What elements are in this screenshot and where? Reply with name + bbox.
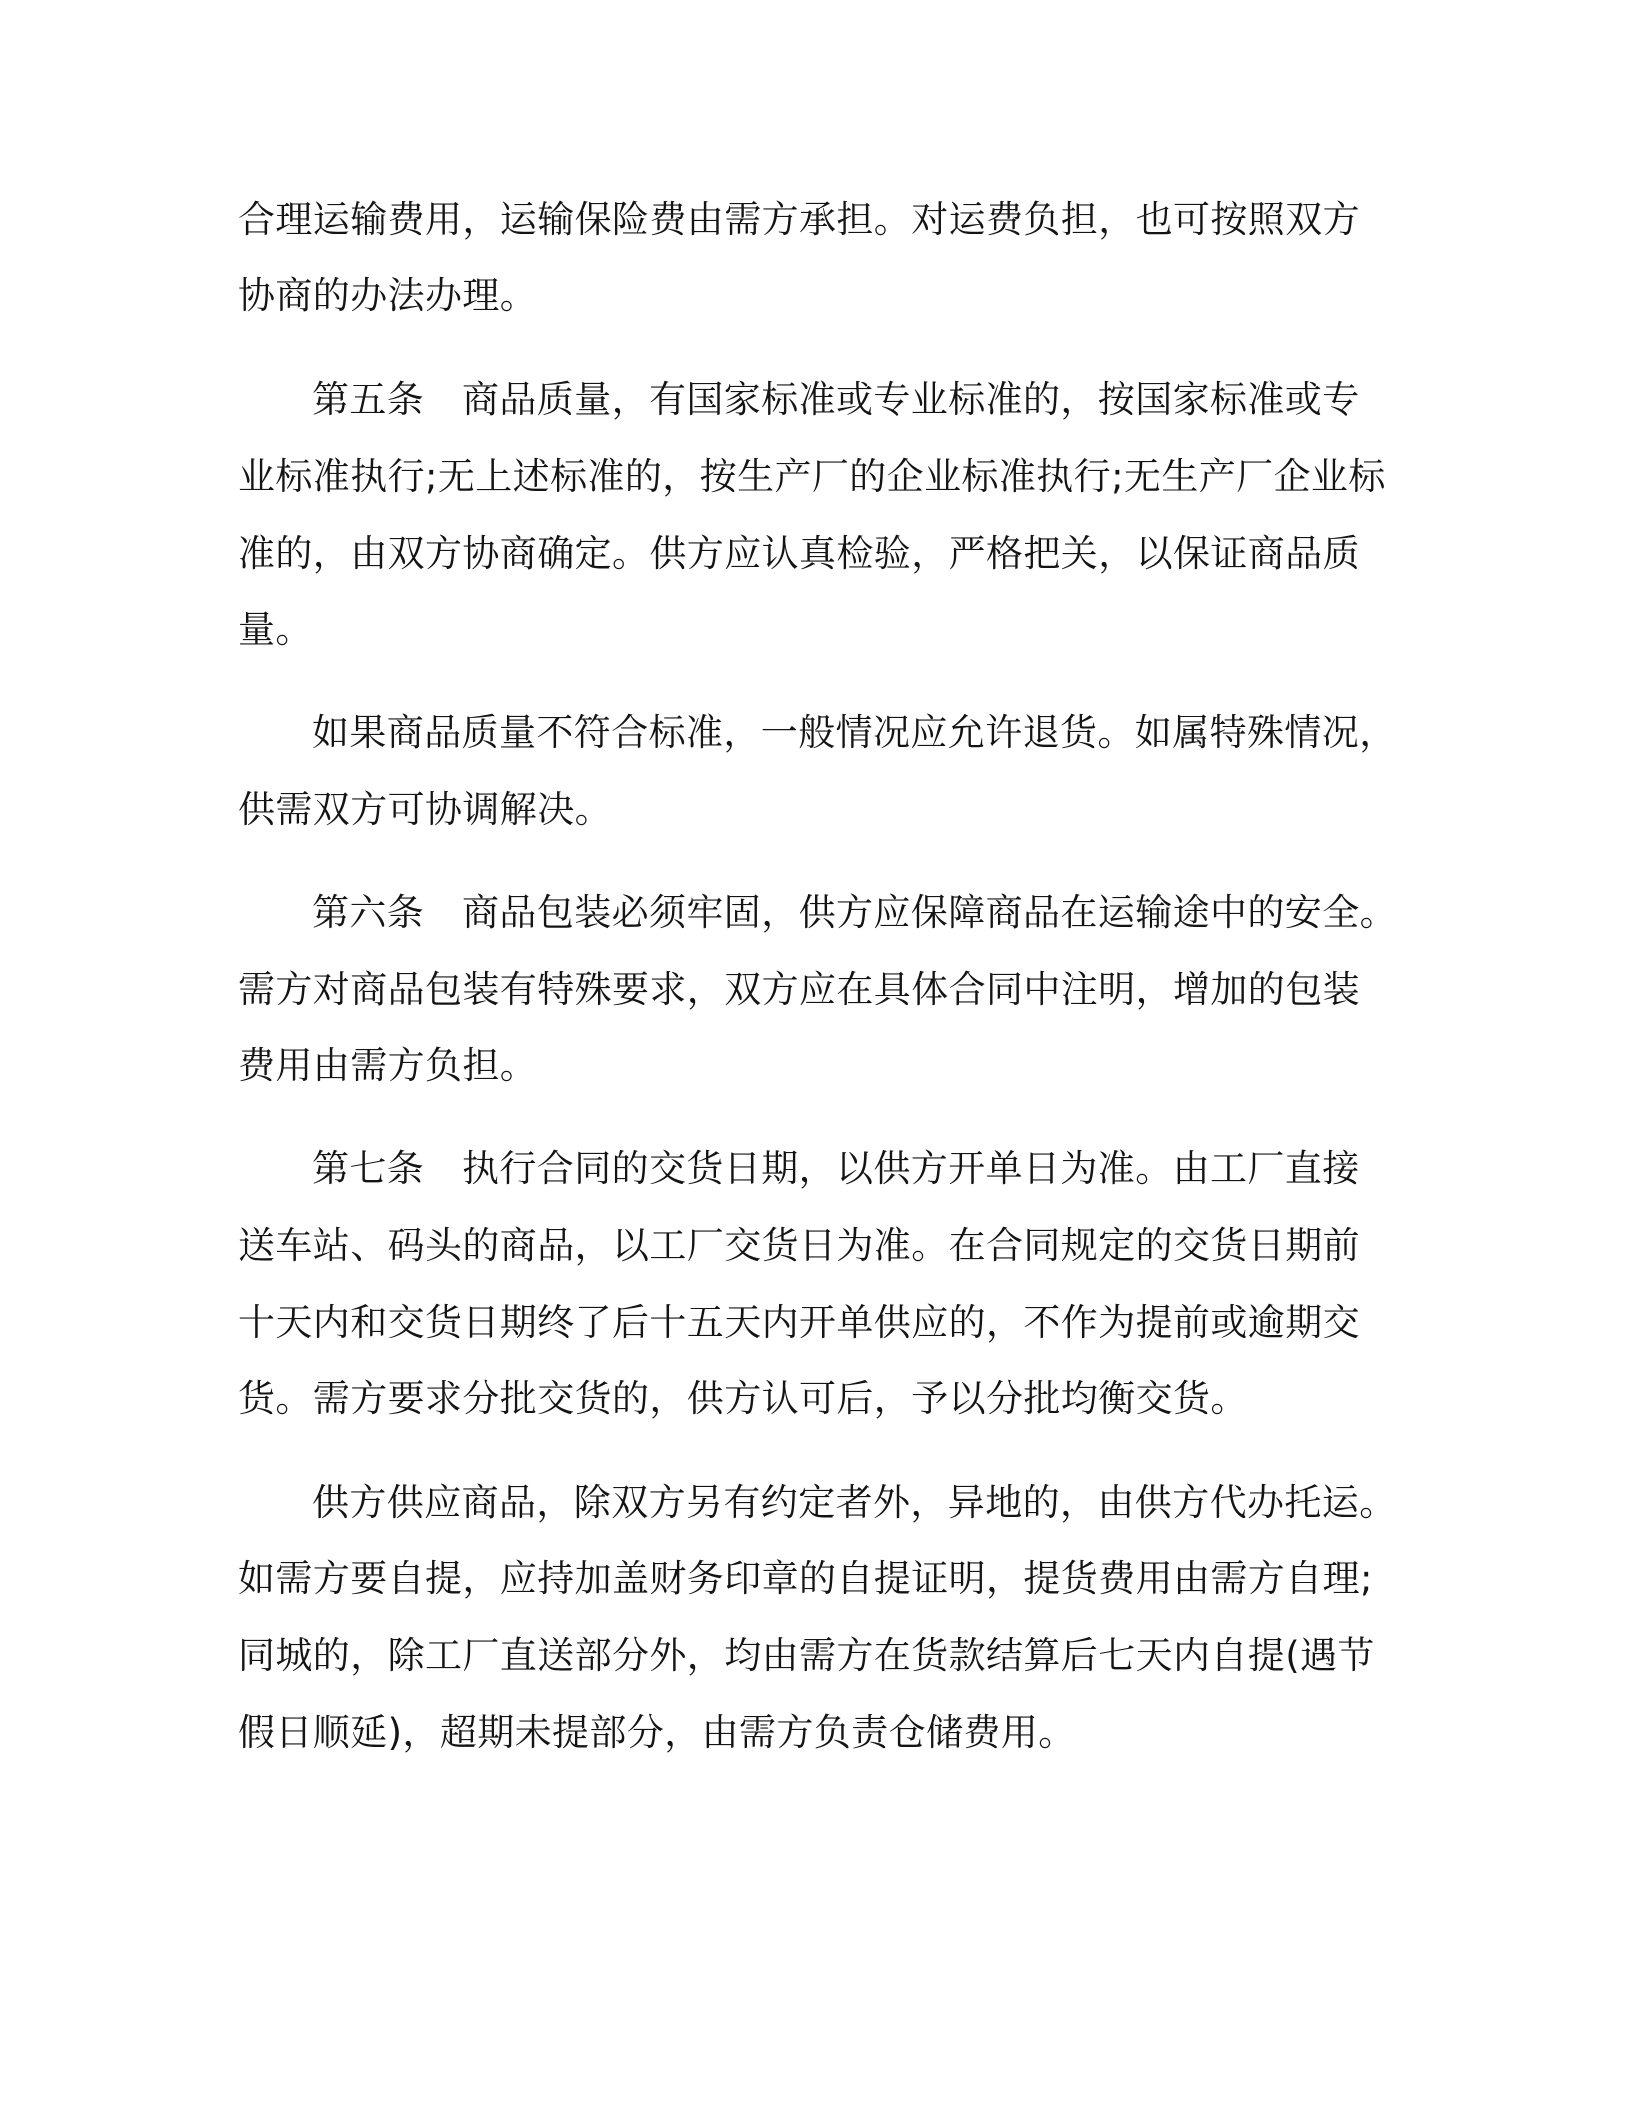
text-line: 送车站、码头的商品，以工厂交货日为准。在合同规定的交货日期前 [238, 1224, 1360, 1267]
article-number: 第六条 [312, 891, 425, 934]
text-line: 商品包装必须牢固，供方应保障商品在运输途中的安全。 [462, 891, 1397, 934]
article-heading-line [312, 375, 1360, 425]
text-line: 如果商品质量不符合标准，一般情况应允许退货。如属特殊情况， [312, 711, 1397, 754]
text-line: 货。需方要求分批交货的，供方认可后，予以分批均衡交货。 [238, 1377, 1248, 1420]
text-line: 需方对商品包装有特殊要求，双方应在具体合同中注明，增加的包装 [238, 968, 1360, 1011]
article-heading-line [312, 1144, 1360, 1194]
text-line: 商品质量，有国家标准或专业标准的，按国家标准或专 [462, 378, 1360, 421]
article-number: 第七条 [312, 1147, 425, 1190]
text-line: 量。 [238, 608, 313, 651]
text-line: 协商的办法办理。 [238, 274, 538, 317]
text-line: 费用由需方负担。 [238, 1044, 538, 1087]
article-heading-line [312, 888, 1397, 938]
text-line: 假日顺延)，超期未提部分，由需方负责仓储费用。 [238, 1711, 1076, 1754]
text-line: 供方供应商品，除双方另有约定者外，异地的，由供方代办托运。 [312, 1481, 1397, 1524]
article-number: 第五条 [312, 378, 425, 421]
text-line: 合理运输费用，运输保险费由需方承担。对运费负担，也可按照双方 [238, 198, 1360, 241]
text-line: 执行合同的交货日期，以供方开单日为准。由工厂直接 [462, 1147, 1360, 1190]
text-line: 同城的，除工厂直送部分外，均由需方在货款结算后七天内自提(遇节 [238, 1634, 1375, 1677]
text-line: 业标准执行;无上述标准的，按生产厂的企业标准执行;无生产厂企业标 [238, 455, 1386, 498]
text-line: 供需双方可协调解决。 [238, 788, 612, 831]
text-line: 准的，由双方协商确定。供方应认真检验，严格把关，以保证商品质 [238, 532, 1360, 575]
text-line: 十天内和交货日期终了后十五天内开单供应的，不作为提前或逾期交 [238, 1301, 1360, 1344]
text-line: 如需方要自提，应持加盖财务印章的自提证明，提货费用由需方自理; [238, 1557, 1373, 1600]
